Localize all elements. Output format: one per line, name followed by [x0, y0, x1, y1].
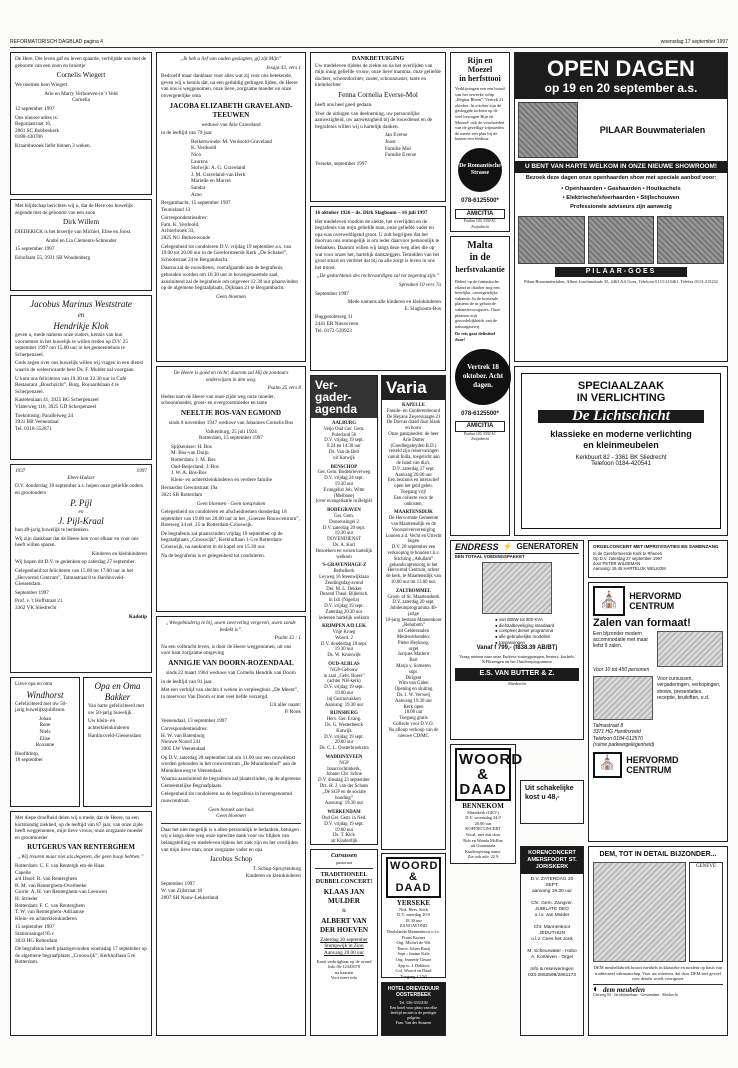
agenda-item	[385, 403, 442, 507]
anniversary-text-2: hun 40-jarig huwelijk te herdenken.	[15, 526, 90, 533]
item-details: Ger. Gem. Doosensingel 2 D.V. zaterdag 20 sept. 19.30 uur DOVENDIENST Ds. A. Kort Bezoekers en wezen hartelijk welkom	[315, 513, 373, 560]
obituary-verse-ref: Jesaja 43, vers 1	[266, 64, 301, 71]
anniversary-date: September 1997	[15, 589, 49, 596]
welcome-banner: U BENT VAN HARTE WELKOM IN ONZE NIEUWE SHOWROOM!	[515, 161, 727, 173]
korenconcert-ad	[520, 846, 584, 1036]
fireplace-photo-1	[518, 216, 585, 264]
obituary-flowers: Geen bezoek aan huis Geen bloemen	[208, 806, 254, 820]
herv-logo-row	[593, 586, 723, 616]
fireplace-photos	[515, 213, 727, 267]
anniversary-address: Prof. v. 't Hoffstraat 21 3362 VK Sliedrecht	[15, 598, 63, 611]
obituary-name: ANNIGJE VAN DOORN-ROZENDAAL	[168, 658, 294, 667]
geneve-tag	[689, 862, 723, 962]
congrats-bakker	[83, 677, 152, 807]
herv-address: Talmastraat 8 3371 HG Hardinxveld Telefoon 0184-612570 (ruime parkeergelegenheid)	[593, 723, 655, 749]
pilaar-goes-logo: PILAAR-GOES	[555, 267, 687, 278]
open-dagen-top	[515, 99, 727, 161]
meeting-agenda	[310, 375, 378, 845]
verlichting-phone: Telefoon 0184-420541	[591, 461, 651, 468]
obituary-sub: sinds 8 november 1947 weduwe van Johannes Cornelis Bos	[168, 419, 294, 426]
endress-features	[455, 617, 579, 645]
dealer-place: Sliedrecht	[508, 680, 526, 686]
church-icon: ⛪	[593, 752, 622, 778]
agenda-title-2: gader-	[315, 390, 352, 404]
obituary-bos-van-egmond	[156, 366, 306, 612]
thanks-everse-mol	[310, 52, 446, 202]
dealer-logo: E.S. VAN BUTTER & Z.	[455, 668, 579, 681]
agenda-item	[314, 810, 374, 845]
item-title: BENSCHOP	[330, 464, 358, 470]
product-line-1: • Openhaarden • Gashaarden • Houtkachels	[561, 186, 681, 192]
wedding-name-2: Hendrikje Klok	[53, 321, 109, 331]
dem-furniture-ad	[588, 846, 728, 1036]
endress-logo: ENDRESS	[455, 542, 499, 552]
woord-daad-logo	[455, 748, 524, 801]
item-title: ZALTBOMMEL	[395, 588, 431, 594]
endress-generator-ad	[450, 540, 584, 740]
divider	[161, 823, 301, 824]
agenda-item	[314, 508, 374, 560]
amicitia-logo: AMICITIA	[455, 209, 505, 220]
dem-text: DEM meubelfabriek bouwt meubels in klassieke en modern op basis van traditioneel vakmanschap. Voor uw interieur, dat door DEM met gevoel voor details wordt voortgezet.	[593, 965, 723, 982]
verlichting-line-1: klassieke en moderne verlichting	[550, 428, 692, 439]
product-line-2: • Elektrische/sfeerhaarden • Stijlschouwen	[562, 195, 680, 201]
plug-icon: ⚡	[502, 542, 513, 551]
obituary-text: Bedroefd maar dankbaar voor alles wat zij voor ons betekende, geven wij u kennis dat, na een geduldig gedragen lijden, de Heere van ons is weggenomen, onze lieve, zorgzame moeder en onze onvergetelijke oma	[161, 73, 298, 99]
woord-daad-bennekom	[450, 744, 524, 864]
notice-intro: De Here, Die leven gaf en leven spaarde, verblijdde ons met de geboorte van een zoon en broertje	[15, 56, 147, 69]
concert-title: TRADITIONEEL DUBBELCONCERT!	[315, 872, 373, 886]
dem-logo-icon: ◐	[593, 983, 600, 995]
fireplace-photo-3	[657, 216, 724, 264]
obituary-condolence: Gelegenheid tot condoleren D.V. vrijdag 19 september a.s. van 19.00 tot 20.00 uur in de Gereformeerde Kerk „De Schakel”, Schoolstraat 24 te Bergambacht.	[161, 243, 292, 263]
showroom-photo	[518, 102, 578, 158]
amicitia-address: Postbus 120, 3330 AC Zwijndrecht	[463, 431, 497, 442]
obituary-text: Met diepe droefheid delen wij u mede, dat de Heere, na een kortstondig ziekbed, op de leeftijd van 87 jaar, van onze zijde heeft weggenomen, mijn lieve vrouw, onze zorgzame moeder en grootmoeder	[15, 815, 143, 841]
fireplace-photo-2	[588, 216, 655, 264]
agenda-item	[314, 711, 374, 752]
travel-phone: 078-6125500*	[461, 410, 499, 417]
hotel-ad	[381, 982, 446, 1036]
item-title: AALBURG	[332, 421, 356, 426]
notice-note: Kraambezoek liefst binnen 3 weken.	[15, 142, 91, 149]
thanks-family: T. Schop-Spruytenburg Kinderen en kleinkinderen	[245, 866, 301, 879]
agenda-item	[314, 755, 374, 807]
anniversary-name-1: P. Pijl	[70, 498, 92, 509]
obituary-condolence: Gelegenheid tot condoleren na de begrafenis in bovengenoemd rouwcentrum.	[161, 791, 292, 805]
item-details: Vrije Kroeg Woord. 2 D.V. donderdag 18 sept. 19.30 uur Ds. W. Kruiswijk	[320, 630, 368, 659]
concert-performer-2: ALBERT VAN DER HOEVEN	[319, 916, 369, 934]
obituary-funeral: De begrafenis zal plaatsvinden vrijdag 19 september op de begraafplaats „Crooswijk”, Kerkhoflaan 1-5 te Rotterdam-Crooswijk, na aankomst in de kapel om 15.30 uur.	[161, 530, 283, 551]
notice-date: 12 september 1997	[15, 105, 55, 112]
item-title: 'S-GRAVENHAGE-Z	[321, 563, 367, 569]
notice-address: Ons nieuwe adres is: Begoniastraat 16, 2861 SC Bobbeskerk 0180-430706	[15, 114, 60, 141]
anniversary-notice-pijl	[10, 464, 152, 673]
item-title: MAARTENSDIJK	[394, 510, 433, 516]
congrats-head: Lieve opa en oma	[15, 681, 53, 687]
obituary-sub: sinds 22 maart 1964 weduwe van Cornelis Hendrik van Doorn	[166, 669, 296, 676]
congrats-text: Van harte gefeliciteerd met uw 50-jarig huwelijk.	[88, 703, 145, 716]
herv-text-1: Een bijzonder modern accommodatie met maar liefst 9 zalen.	[593, 630, 649, 650]
item-details: Ger. Gem. Bodenrieverweg D.V. vrijdag 24 sept. 19.30 uur Evangelist Joh. Witte (Meibone) (over evangelisatie in België)	[315, 470, 373, 505]
obituary-condolence: Gelegenheid tot condoleren en afscheidnemen donderdag 18 september van 19.00 tot 20.00 uur in het „Goetzee Rouwcentrum”, Breeweg 34 tel. 25 te Rotterdam-Crooswijk.	[161, 509, 300, 529]
hall-photo-2	[593, 676, 653, 720]
anniversary-code: Kadotip	[128, 613, 147, 620]
year-end: 1997	[136, 468, 147, 474]
wedding-notice-weststrate-klok	[10, 295, 152, 460]
anniversary-name-2: J. Pijl-Kraal	[58, 515, 104, 526]
obituary-name: RUTGERUS VAN RENTERGHEM	[27, 843, 135, 852]
concert-amp: &	[341, 908, 347, 915]
anniversary-text-4: Wij hopen dit D.V. te gedenken op zaterdag 27 september.	[15, 559, 136, 566]
obituary-name: JACOBA ELIZABETH GRAVELAND-TEEUWEN	[169, 101, 293, 119]
endress-footnote: Vraag meteen naar onze Endress-watergpompen, heaters, kachels, KFlitzengen en het Outdoorprogramma	[459, 653, 575, 665]
herv-logo-2: HERVORMD CENTRUM	[626, 754, 679, 775]
birth-notice-dirk-willem	[10, 199, 152, 291]
obituary-verse: „Wij treuren maar niet als degenen, die geen hoop hebben.”	[18, 854, 144, 861]
thanks-head: DANKBETUIGING	[351, 56, 405, 62]
obituary-date: Bergambacht, 15 september 1997 Teunisland 13	[161, 200, 231, 213]
item-details: Herv. Ger. Evang. Ds. G. Westerbeeck Katwijk D.V. vrijdag 19 sept. 20.00 uur Ds. C. L. Oosterbroekstra	[319, 717, 369, 752]
thanks-slagboom	[310, 206, 446, 371]
pilaar-address: Pilaar Bouwmaterialen, Albert Joachimikade 35, 4463 AA Goes, Telefoon 0113-215461, Telefax 0113-215232	[524, 279, 718, 285]
birth-notice-wiegert	[10, 52, 152, 195]
obituary-verse-ref: Psalm 25 vers 8	[267, 385, 301, 392]
notice-parents: Arie en Marry Verhoeven-in 't Veld Cornelia	[44, 90, 118, 104]
lichtschicht-logo: De Lichtschicht	[538, 410, 704, 423]
concert-subcategory: pastoraat	[336, 859, 352, 865]
herv-text-3: Voor cursussen, vergaderingen, verkopingen, shows, presentaties, receptie, bruiloften, e.d.	[657, 676, 721, 702]
travel-circle-badge: De Romantische Strasse	[458, 148, 502, 192]
feature-item: ● diefstalbeveiliging standaard	[495, 622, 555, 628]
travel-ad-malta	[450, 236, 510, 536]
hotel-title: HOTEL DRIEVEDUUR OOSTERBEEK	[387, 986, 440, 998]
obituary-family: Rotterdam: C. F. van Rentergh em-de Haas Capelle a/d IJssel: R. van Renterghem B. M. van Renterghem-Overbeeke Goirle: A. H. van Renterghem-van Leeuwen H. Strieder Rotterdam: F. C. van Renterghem T. W. van Renterghem-Adriaanse Klein- en achterkleinkinderen	[15, 862, 107, 922]
obituary-flowers: Geen bloemen	[216, 293, 246, 300]
obituary-age: in de leeftijd van 79 jaar.	[161, 130, 213, 137]
orgelconcert-details: In de Gereformeerde Kerk te Rhenen Op D.V. zaterdag 27 september 1997 door PETER WILDEMAN Aanvang: 19.45 HARTELIJK WELKOM	[593, 551, 666, 572]
agenda-item	[314, 624, 374, 659]
obituary-note: Na de begrafenis is er gelegenheid tot condoleren.	[161, 552, 265, 559]
item-title: KAPELLE	[402, 403, 425, 408]
obituary-family: Uit aller naam: P. Rook	[269, 702, 301, 715]
agenda-item	[385, 589, 442, 740]
thanks-address: September 1997 W. van Zijlstraat 18 2807 SH Nauw-Lekkerland	[161, 881, 219, 901]
item-title: KRIMPEN A/D LEK	[322, 624, 366, 630]
feature-item: ● van 800W tot 800 KVA	[495, 617, 543, 623]
logo-line-2: & DAAD	[395, 871, 432, 894]
congrats-names: Johan Rene Niels Elise Roxanne	[35, 715, 55, 749]
travel-subtitle: in herfsttooi	[459, 74, 501, 83]
notice-address: Eshofsam 55, 3931 SB Woudenberg	[15, 254, 91, 261]
concert-performer-1: KLAAS JAN MULDER	[323, 888, 365, 906]
obituary-address: Bernardus Gewinstraat 19a 3021 SB Rotterdam	[161, 485, 218, 498]
hotel-details: Tel. 026-3333100 Een hotel voor pluto van elke leeftijd en niet is de prettiger pelgrim Fam. Van der Straaten	[389, 1000, 438, 1025]
travel-title-2: in de	[469, 252, 491, 263]
congrats-text: Gefeliciteerd met uw 50-jarig huwelijksjubileum.	[15, 700, 67, 714]
congrats-place: Hardinxveld-Giessendam	[88, 733, 142, 740]
obituary-family: Spijkenisse: H. Bos M. Bos-van Duijn Rotterdam: J. M. Bos Oud-Beijerland: J. Bos J. W. A. Bos-Bos Klein- en achterkleinkinderen en verdere familie	[171, 443, 272, 483]
obituary-sub: weduwe van Arie Graveland	[201, 121, 261, 128]
woord-daad-yerseke	[381, 853, 446, 978]
open-dagen-date: op 19 en 20 september a.s.	[544, 81, 698, 95]
congrats-place: Windhorst	[26, 689, 64, 700]
congrats-place-date: Hoofddorp, 18 september	[15, 750, 43, 764]
travel-note: De reis gaat definitief door!	[455, 331, 496, 342]
agenda-item	[314, 465, 374, 506]
notice-intro: Met blijdschap berichten wij u, dat de Here ons huwelijk zegende met de geboorte van een zoon	[15, 203, 133, 216]
obituary-verse: De Heere is goed en recht; daarom zal Hij de zondaars onderwijzen in den weg.	[173, 370, 289, 383]
endress-subtitle: EEN TOTAAL VOEDINGSPAKKET	[455, 553, 525, 559]
anniversary-and: en	[78, 509, 84, 516]
wedding-text-3: U kunt ons feliciteren van 19.30 tot 22.30 uur in Café Restaurant „Boschzicht”, Burg. Royaardslaan 4 te Scherpenzeel.	[15, 375, 127, 395]
wedding-future-address: Toekomstig: Parallelweg 24 3931 BB Veenendaal Tel. 0318-552871	[15, 412, 74, 432]
obituary-address: 15 september 1997 Stationssingel 95 c 3033 HG Rotterdam	[15, 924, 58, 944]
herv-row-1	[593, 631, 723, 667]
concert-category: Cursussen	[330, 853, 357, 859]
travel-title: Rijn en Moezel	[467, 56, 493, 74]
obituary-graveland	[156, 52, 306, 362]
notice-date: 15 september 1997	[15, 246, 55, 253]
travel-title-3: herfstvakantie	[455, 265, 505, 274]
obituary-verse: „Weegebladerig te bij, uwen zwerveling vergeven, uwen zonde bedekt is”.	[166, 620, 296, 633]
travel-title: Malta	[467, 240, 493, 251]
obituary-van-renterghem	[10, 811, 152, 1036]
item-details: Bethelkerk Leyweg 16 Steenwijklaan Zendingsdag-avond Der. M. L. Dekker Dezend Theol. Bijbelsch. in Ixli (Nigeria) D.V. vrijdag 19 sept. Zaterdag 20.30 uur iedereen hartelijk welkom	[318, 569, 370, 621]
wedding-text-1: geven u, mede namens onze ouders, kennis van hun voornemen in het huwelijk te willen treden op D.V. 25 september 1997 om 15.00 uur in het gemeentehuis te Scherpenzeel.	[15, 332, 128, 358]
obituary-family: Berkenwoude: M. Verdoold-Graveland K. Verdoold Nico Laurens Stolwijk: A. G. Graveland J. M. Graveland-van Herk Marielle en Marcel Sandra Arno	[191, 138, 273, 198]
endress-header	[455, 544, 579, 554]
item-details: Veijo Oud Ger. Gem. Polerland 56 D.V. vrijdag 19 sept. 8.24 en 14.30 uur Ds. Van de Belt uit Katwijk	[323, 426, 365, 461]
anniversary-children: Kinderen en kleinkinderen	[91, 550, 147, 557]
item-title: WADDINXVEEN	[325, 755, 363, 761]
thanks-verse-ref: Spreuken 10 vers 7a	[398, 281, 441, 288]
geneve-label: GENEVE	[696, 864, 716, 869]
amicitia-logo: AMICITIA	[455, 421, 505, 432]
obituary-text: Heden nam de Heere van onze zijde weg onze moeder, schoonmoeder, groot- en overgrootmoeder en tante	[161, 393, 275, 407]
event-details: Slimekerk (GKV) D.V. woensdag 24.9 20.00 uur KOFFIECONCERT Vocal, met dus door Bob en Wanda McRae uit Guatemala Kinderopvang aanw. Zie ook adv. 22.9	[463, 809, 503, 860]
agenda-title-3: agenda	[315, 402, 358, 416]
thanks-name: Fenna Cornelia Everse-Mol	[338, 90, 418, 99]
travel-circle-badge: Vertrek 18 oktober. Acht dagen.	[455, 349, 511, 405]
item-title: WERKENDAM	[327, 810, 361, 816]
woord-daad-logo	[386, 857, 441, 898]
verlichting-address: Kerkbuurt 82 - 3361 BK Sliedrecht	[575, 454, 667, 461]
anniversary-text-3: Wij zijn dankbaar dat de Heere hen voor elkaar en voor ons heeft willen sparen.	[15, 535, 139, 549]
item-title: OUD-ALBLAS	[328, 662, 360, 668]
thanks-family: Mede namens alle kinderen en kleinkinderen E. Slagboom-Bos	[347, 299, 441, 312]
item-details: NGP Isaaccuchtinkerk, Johann Chr. Schoe D.V. dinsdag 23 september Drs. H. J. van der Schans „De SGP en de sociale houding” Aanvang: 19.30 uur	[318, 760, 370, 807]
church-icon: ⛪	[593, 586, 625, 616]
travel-text: Verblijvingen een een boord van het seweeke schip „Regina Rhein”. Vertrek 21 oktober. In october zijn de gesloggde tochten op de veel bewogen Rijn en Moezel: ook de voorhoeden van de gezellige wijnsteden de meest een plan bij de kusten een feeduur.	[455, 86, 505, 142]
agenda-item	[314, 421, 374, 462]
dem-photo-row	[593, 862, 723, 962]
anniversary-motto: Eben-Haëzer	[67, 474, 95, 481]
obituary-text: Na een volbracht leven, is door de Heere weggenomen, uit ons voor haar zorgzame omgeving	[161, 643, 292, 657]
notice-parents: André en Lia Clements-Schreuder	[45, 237, 117, 244]
agenda-title-1: Ver-	[315, 378, 338, 392]
anniversary-text-5: Gelegenheid tot feliciteren van 15.00 tot 17.00 uur in het „Hervormd Centrum”, Talmastraat 8 te Hardinxveld-Giessendam.	[15, 567, 133, 588]
obituary-funeral: Daarna zal de rouwdienst, voorafgaande aan de begrafenis, gehouden worden om 10.30 uur in bovengenoemde zaal, aansluitend zal de begrafenis om ongeveer 12.30 uur plaatsvinden op de algemene begraafplaats, Dijklaan 21 te Bergambacht.	[161, 265, 298, 292]
herv-logo-row-2	[593, 752, 723, 778]
generator-photo	[482, 562, 552, 614]
divider	[315, 868, 373, 869]
event-details: Ned. Herv. Kerk D.V. zaterdag 20.9 18.30 uur ZANGAVOND Deelslanda Mannenkoor o.l.v. Frans Kornet Org. Michel de Wit Tenor: Johan Baaij Sopr.: Janine Kale Org. Jeanetty Geuze App.w. J. Dekkers Col. Woord en Daad Toegang f 2,50	[387, 906, 440, 979]
item-details: Groot- of St. Maartenskerk D.V. zaterdag 20 sept. Jubileumprogramma 40-jarige 10-jarig bestaan Mannenkoor „Rehoboth” uit Gelderssalen Medewerkenden: Pieter Heykoop, orgel Jacques Mattern Bari Marjo v. Someren sopr. Dirigent Wim van Galen Opening en sluiting Ds. J. W. Verweij Aanvang 19.30 uur Kerk open 18.00 uur Toegang gratis Collecte voor D.V.O. Na afloop verkoop van de nieuwe CD/MC	[385, 594, 442, 739]
open-dagen-sub: Bezoek deze dagen onze openhaarden show met speciale aanbod voor:	[525, 175, 717, 181]
travel-text: Beleef op de fantastische eiland in oktober nog een heerlijke, onvergetelijke vakantie. In de boeiende plattens de in geboorde vakantievoorgastes. Onze plaatsen zijn geoordelijkheids van de natuurgastvrij.	[455, 279, 501, 329]
notice-call: We noemen hem Wiegert.	[15, 82, 69, 89]
orgelconcert-ad	[588, 540, 728, 578]
obituary-age: in de leeftijd van 91 jaar.	[161, 678, 213, 685]
thanks-family: Jan Everse Joost Familie Mol Familie Everse	[385, 132, 417, 159]
obituary-date: Veenendaal, 13 september 1997	[161, 717, 227, 724]
feature-item: ● toepassingen	[495, 639, 525, 645]
obituary-correspondence: Correspondentieadres: Fam. K. Verdoold, Achterbroek 33, 2825 NG Berkenwoude	[161, 215, 211, 242]
hall-photo-1	[657, 631, 723, 667]
varia-section	[381, 375, 446, 850]
thanks-text-3: Voor de uitingen van deelneming, uw persoonlijke aanwezigheid, uw aanwezigheid bij de rouwdienst en de begrafenis willen wij u hartelijk danken.	[315, 110, 432, 130]
varia-title: Varia	[382, 376, 445, 400]
obituary-correspondence: Correspondentieadres: H. W. van Batenburg Nieuwe Noord 241 3905 LW Veenendaal	[161, 726, 208, 752]
dem-title: DEM, TOT IN DETAIL BIJZONDER...	[599, 851, 717, 858]
concert-ad-mulder	[310, 849, 378, 1036]
agenda-item	[314, 662, 374, 708]
obituary-verse: „Ik heb u lief van ouden geslagten, gij zijt Mijn”	[180, 56, 282, 62]
open-dagen-banner	[515, 53, 727, 99]
verlichting-line-2: en kleinmeubelen	[583, 439, 659, 450]
open-dagen-title: OPEN DAGEN	[547, 56, 695, 81]
feature-item: ● compleet diesel programma	[495, 628, 554, 634]
advisors-line: Professionele adviseurs zijn aanwezig	[570, 204, 672, 210]
wedding-and: en	[77, 311, 85, 319]
header-left: REFORMATORISCH DAGBLAD pagina 4	[10, 39, 103, 45]
item-details: Oud Ger. Gem. in Ned. D.V. vrijdag 19 sept. 19.00 uur Ds. T. Kick uit Kinderdijk	[321, 816, 367, 845]
wedding-text-2: Gods zegen over ons huwelijk willen wij vragen in een dienst waarin de weleerwaarde heer Ds. F. Mulder zal voorgaan.	[15, 360, 143, 373]
hervormd-centrum-ad	[588, 582, 728, 842]
item-title: BODEGRAVEN	[327, 508, 361, 514]
thanks-date: Yerseke, september 1997	[315, 160, 368, 167]
travel-ad-rijn-moezel	[450, 52, 510, 232]
price-text: Uit schakelijke kost u 48,-	[525, 785, 574, 801]
obituary-van-doorn	[156, 616, 306, 1036]
year-start: 1937	[15, 468, 26, 474]
verlichting-inner	[521, 373, 721, 529]
item-details: Fassile- en Conferentieoord De Heyans Zeyersvaagte 21 De Dorcas draad daar blank en bouw Onze ganspoeden: de heer Arie Dutter (Goedbegeleyden B.D.) verteld zijn reiservaringen vanuit India, toegelicht aan de hand van dia's. D.V. zaterdag 27 sept. Aanvang 20.00 uur Een bezinnis en interactief open het geld gelen. Toegang vrij! Een collecte voor de onkosten.	[386, 408, 441, 507]
obituary-funeral: Waarna aansluitend de begrafenis zal plaatsvinden, op de algemene Gemeentelijke Begraafplaats.	[161, 776, 301, 789]
dem-brand: dem meubelen	[603, 985, 645, 994]
orgelconcert-title: ORGELCONCERT MET IMPROVISATIES EN SAMENZANG	[593, 544, 719, 549]
thanks-text: Daar het niet mogelijk is u allen persoonlijk te bedanken, betuigen wij u langs deze weg onze oprechte dank voor uw blijken van belangstelling en medeleven tijdens het ziek zijn en het overlijden van mijn lieve man, onze zorgzame vader en opa	[161, 826, 299, 853]
thanks-date: September 1997	[315, 290, 349, 297]
logo-line-1: WOORD	[390, 860, 439, 872]
pilaar-brand: PILAAR Bouwmaterialen	[599, 124, 706, 135]
notice-name: Dirk Willem	[62, 218, 100, 227]
agenda-item	[314, 563, 374, 621]
thanks-name: Jacobus Schop	[209, 855, 253, 864]
agenda-title	[311, 376, 377, 418]
dem-address: Gierweg 84 · Jacobijnsrelaan · Giessendam · Sliedrecht	[593, 993, 678, 998]
travel-phone: 078-6125500*	[461, 197, 499, 204]
wedding-name-1: Jacobus Marinus Weststrate	[30, 299, 132, 309]
verlichting-subtitle: IN VERLICHTING	[576, 392, 666, 404]
logo-line-1: WOORD	[459, 751, 524, 768]
item-details: De Hervormde Gemeente van Maartensdijk en de Voorszeiververeniging Loonen a.d. Vecht en Utrecht bogen D.V. 20 september een verkooping te houden t.b.v. Stichting „Adullam” gehandicaptenzorg in het Hervormd Centrum, achter de kerk, te Maartensdijk van 10.00 uur tot 13.00 uur.	[385, 516, 442, 585]
concert-note: Kaart verkrijgbaar op de avond Info 06-12345678 na kaarten Voor meer info	[316, 958, 372, 981]
anniversary-text-1: D.V. donderdag 18 september a.s. hopen onze geliefde ouders en grootouders	[15, 483, 144, 496]
price-box	[520, 780, 584, 824]
furniture-photo	[593, 862, 686, 962]
anniversary-years	[15, 468, 147, 475]
obituary-dates: Valkenburg, 25 juli 1924 Rotterdam, 15 september 1997	[199, 428, 263, 442]
dem-footer	[593, 984, 723, 994]
notice-text: DIEDERICK is het broertje van Michiel, Elise en Joost.	[15, 229, 132, 236]
obituary-funeral: De begrafenis heeft plaatsgevonden woensdag 17 september op de algemene begraafplaats „Crooswijk”, Kerkhoflaan 5 te Rotterdam.	[15, 946, 147, 966]
thanks-head: 16 oktober 1926 – ds. Dirk Slagboom – 16 juli 1997	[315, 210, 428, 216]
thanks-address: Buggenobtweg 11 2441 ER Nieuwveen Tel. 0172-539923	[315, 314, 359, 334]
event-place: BENNEKOM	[462, 802, 504, 810]
obituary-verse-ref: Psalm 32 : 1	[274, 635, 301, 642]
endress-tagline: GENERATOREN	[516, 542, 578, 551]
endress-price: Vanaf f 799,- (f838.39 AB/BT)	[476, 645, 558, 652]
thanks-text-1: Uw medeleven tijdens de ziekte en na het overlijden van mijn innig geliefde vrouw, onze lieve mamma, onze geliefde dochter, schoondochter, zuster, schoonzuster, tante en kleindochter	[315, 62, 441, 89]
agenda-item	[385, 510, 442, 585]
herv-row-2	[593, 676, 723, 720]
amicitia-address: Postbus 120, 3330 AC Zwijndrecht	[463, 219, 497, 229]
korenconcert-details: D.V. ZATERDAG 20 SEPT. aanvang 19.30 uur Chr. Gem. Zangver. JUBILATE DEO o.l.v. Jan Mulder Chr. Mannenkoor JEDUTHUN o.l.v. Cees het Jonk M. Scheurwater - Hobo A. Kortleven - Orgel Info & reserveringen 033-2862599/2861173	[527, 877, 577, 978]
congrats-windhorst	[10, 677, 80, 807]
congrats-family: Uw klein- en achterkleinkinderen	[88, 718, 130, 731]
verlichting-title: SPECIAALZAAK	[577, 380, 665, 392]
obituary-service: Op D.V. zaterdag 20 september zal om 11.00 uur een rouwdienst worden gehouden in het rouwcentrum „De Munnikenhof” aan de Munnikenweg te Veenendaal.	[161, 754, 297, 774]
korenconcert-title: KORENCONCERT AMERSFOORT ST. JORISKERK	[521, 847, 583, 874]
concert-date: Zaterdag 20 september Stompwijk in Zion Aanvang 20.00 uur	[320, 936, 368, 956]
agenda-list	[311, 418, 377, 851]
event-place: YERSEKE	[396, 899, 431, 907]
logo-line-2: & DAAD	[459, 766, 507, 798]
item-details: NGP-Gebouw in zaal „Gebr. Boers” (achter NH-kerk) D.V. vrijdag 19 sept. 19.00 uur bij Gezinsvakken Aanvang: 19.30 uur	[323, 667, 365, 708]
wedding-addresses: Kastelenlaan 41, 3925 BG Scherpenzeel Vlaterweg 116, 3925 GD Scherpenzeel	[15, 397, 99, 410]
feature-item: ● alle gebruikelijke modellen	[495, 633, 551, 639]
thanks-verse: „De gedachtenis des rechtvaardigen zal tot zegening zijn.”	[316, 273, 440, 280]
obituary-flowers: Geen bloemen · Geen toespraken	[196, 500, 266, 507]
herv-head: Zalen van formaat!	[593, 617, 691, 629]
obituary-name: NEELTJE BOS-VAN EGMOND	[180, 408, 282, 417]
header-right: woensdag 17 september 1997	[660, 39, 728, 45]
item-title: RIJNSBURG	[330, 711, 358, 717]
open-dagen-ad	[514, 52, 728, 362]
herv-text-2: Voor 10 tot 450 personen	[593, 666, 650, 673]
obituary-text-2: Met een verblijf van slechts 4 weken in verpleeghuis „De Meent”, in meervoor Van Doorn er met veel liefde verzorgd.	[161, 687, 299, 700]
thanks-text-2: heeft ons heel goed gedaan.	[315, 101, 373, 108]
herv-logo: HERVORMD CENTRUM	[629, 591, 682, 611]
thanks-text: Het medeleven rondom de ziekte, het overlijden en de begrafenis van mijn geliefde man, onze geliefde vader en opa was overweldigend groot. U zult begrijpen dat het doorvan ons onmogelijk is om ieder daarvoor persoonlijk te bedanken. Daarom willen wij langs deze weg alles die op wat voor onzer het, hartelijk dankzeggen. Temidden van het groot smart en verdriet dat bij na alle zorgt is leven in ons het troost.	[315, 218, 440, 271]
varia-list	[382, 400, 445, 745]
congrats-head: Opa en Oma Bakker	[94, 681, 141, 702]
notice-name: Cornelis Wiegert	[56, 71, 106, 80]
verlichting-ad	[514, 366, 728, 536]
page-header	[10, 38, 728, 48]
